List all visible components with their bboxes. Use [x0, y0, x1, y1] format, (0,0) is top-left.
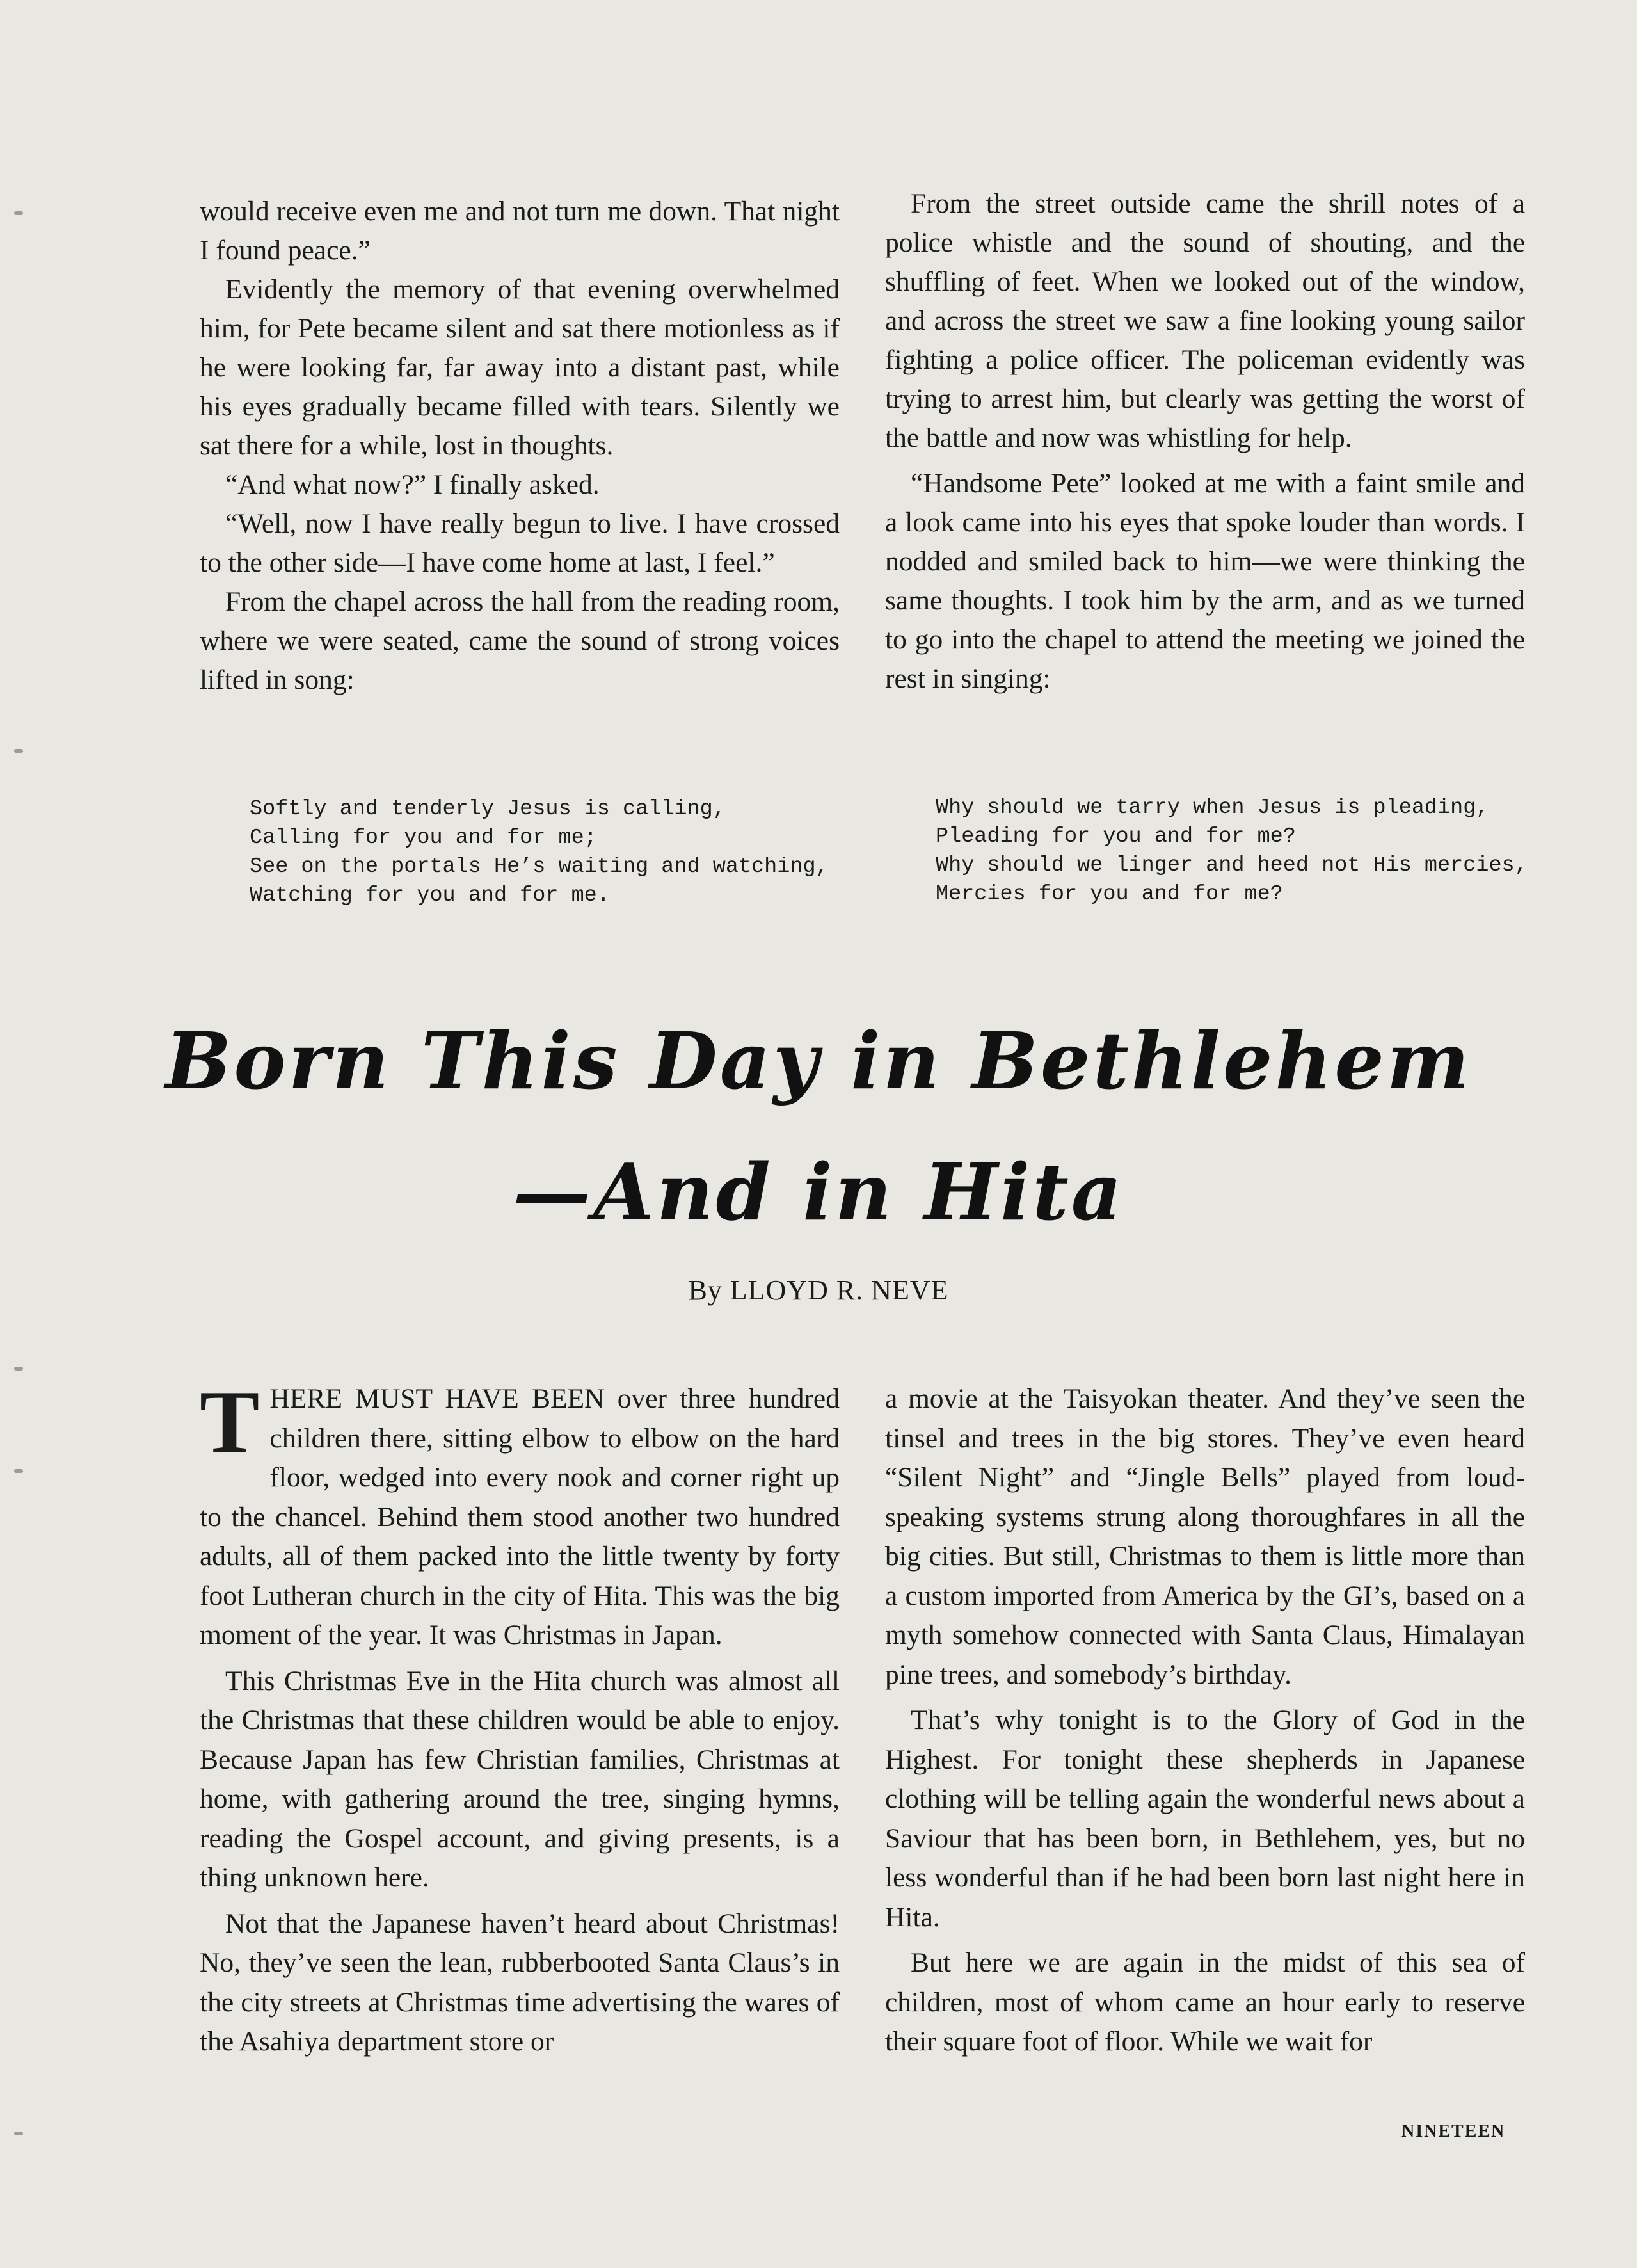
binding-mark — [14, 1469, 23, 1473]
binding-mark — [14, 749, 23, 753]
binding-mark — [14, 211, 23, 215]
paragraph: Not that the Japanese haven’t heard about Christmas! No, they’ve seen the lean, rubberbooted Santa Claus’s in the city streets at Christmas time advertising the wares of the Asahiya department store or — [200, 1908, 840, 2057]
paragraph: This Christmas Eve in the Hita church was almost all the Christmas that these children would be able to enjoy. Because Japan has few Christian families, Christmas at home, with gathering around the tree, singing hymns, reading the Gospel account, and giving presents, is a thing unknown here. — [200, 1665, 840, 1893]
article-title-line-2: —And in Hita — [513, 1146, 1124, 1238]
page-number: NINETEEN — [1401, 2121, 1506, 2141]
story-column-left — [200, 192, 840, 700]
paragraph: “And what now?” I finally asked. — [225, 469, 600, 500]
paragraph: “Handsome Pete” looked at me with a faint smile and a look came into his eyes that spoke louder than words. I nodded and smiled back to him—we were thinking the same thoughts. I took him by the arm, and as we turned to go into the chapel to attend the meeting we joined the rest in singing: — [885, 468, 1525, 694]
paragraph: But here we are again in the midst of this sea of children, most of whom came an hour early to reserve their square foot of floor. While we wait for — [885, 1947, 1525, 2057]
opening-paragraph — [200, 1372, 840, 1655]
byline: By LLOYD R. NEVE — [688, 1275, 949, 1306]
binding-mark — [14, 2132, 23, 2135]
paragraph: From the chapel across the hall from the reading room, where we were seated, came the sound of strong voices lifted in song: — [200, 586, 840, 695]
paragraph: a movie at the Taisyokan theater. And they’ve seen the tinsel and trees in the big stores. They’ve even heard “Silent Night” and “Jingle Bells” played from loud-speaking systems strung along thoroughfares in all the big cities. But still, Christmas to them is little more than a custom imported from America by the GI’s, based on a myth somehow connected with Santa Claus, Himalayan pine trees, and somebody’s birthday. — [885, 1383, 1525, 1690]
hymn-verse-right: Why should we tarry when Jesus is pleading, Pleading for you and for me? Why should we linger and heed not His mercies, Mercies for you and for me? — [936, 796, 1528, 906]
hymn-verse-left: Softly and tenderly Jesus is calling, Calling for you and for me; See on the portals He’s waiting and watching, Watching for you and for me. — [250, 797, 829, 908]
binding-mark — [14, 1367, 23, 1371]
drop-cap: T — [200, 1372, 260, 1472]
article-column-right — [885, 1379, 1525, 2062]
opening-paragraph-text: HERE MUST HAVE BEEN over three hundred children there, sitting elbow to elbow on the hard floor, wedged into every nook and corner right up to the chancel. Behind them stood another two hundred adults, all of them packed into the little twenty by forty foot Lutheran church in the city of Hita. This was the big moment of the year. It was Christmas in Japan. — [200, 1383, 840, 1650]
paragraph: From the street outside came the shrill notes of a police whistle and the sound of shouting, and the shuffling of feet. When we looked out of the window, and across the street we saw a fine looking young sailor fighting a police officer. The policeman evidently was trying to arrest him, but clearly was getting the worst of the battle and now was whistling for help. — [885, 188, 1525, 453]
paragraph: would receive even me and not turn me down. That night I found peace.” — [200, 196, 840, 266]
paragraph: That’s why tonight is to the Glory of God in the Highest. For tonight these shepherds in Japanese clothing will be telling again the wonderful news about a Saviour that has been born, in Bethlehem, yes, but no less wonderful than if he had been born last night here in Hita. — [885, 1705, 1525, 1933]
article-column-left — [200, 1372, 840, 2062]
article-title-line-1: Born This Day in Bethlehem — [165, 1015, 1472, 1107]
story-column-right — [885, 184, 1525, 698]
paragraph: Evidently the memory of that evening overwhelmed him, for Pete became silent and sat there motionless as if he were looking far, far away into a distant past, while his eyes gradually became filled with tears. Silently we sat there for a while, lost in thoughts. — [200, 274, 840, 461]
paragraph: “Well, now I have really begun to live. I have crossed to the other side—I have come home at last, I feel.” — [200, 508, 840, 578]
